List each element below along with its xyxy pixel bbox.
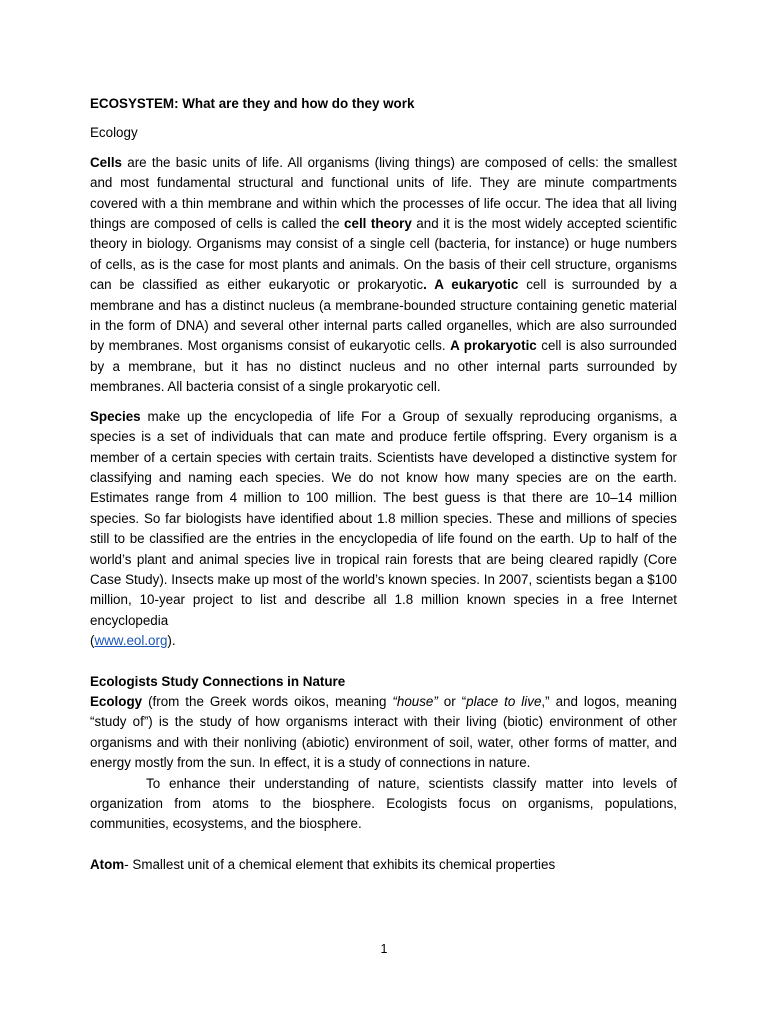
eol-link[interactable]: www.eol.org — [94, 633, 168, 649]
page-content — [90, 94, 677, 875]
cells-text-4: cell is also surrounded by a membrane, but it has no distinct nucleus and no other internal parts surrounded by membranes. All bacteria consist of a single prokaryotic cell. — [90, 338, 677, 395]
species-text: make up the encyclopedia of life For a Group of sexually reproducing organisms, a species is a set of individuals that can mate and produce fertile offspring. Every organism is a member of a certain species with certain traits. Scientists have developed a distinctive system for classifying and naming each species. We do not know how many species are on the earth. Estimates range from 4 million to 100 million. The best guess is that there are 10–14 million species. So far biologists have identified about 1.8 million species. These and millions of species still to be classified are the entries in the encyclopedia of life found on the earth. Up to half of the world’s plant and animal species live in tropical rain forests that are being cleared rapidly (Core Case Study). Insects make up most of the world’s known species. In 2007, scientists began a $100 million, 10-year project to list and describe all 1.8 million known species in a free Internet encyclopedia — [90, 408, 677, 628]
term-cell-theory: cell theory — [344, 216, 412, 232]
section-subtitle: Ecology — [90, 125, 138, 141]
term-prokaryotic: A prokaryotic — [450, 338, 537, 354]
ecology-text-3: ,” and logos, meaning “study of”) is the study of how organisms interact with their living (biotic) environment of other organisms and with their nonliving (abiotic) environment of soil, water, other forms of matter, and energy mostly from the sun. In effect, it is a study of connections in nature. — [90, 693, 677, 771]
page-number: 1 — [380, 942, 388, 956]
ecology-text-2: or “ — [437, 693, 467, 709]
cells-text-3: cell is surrounded by a membrane and has a distinct nucleus (a membrane-bounded structure containing genetic material in the form of DNA) and several other internal parts called organelles, which are also surrounded by membranes. Most organisms consist of eukaryotic cells. — [90, 277, 677, 354]
term-eukaryotic: . A eukaryotic — [423, 277, 519, 293]
ecology-text-1: (from the Greek words oikos, meaning — [142, 693, 393, 709]
link-open-paren: ( — [90, 633, 95, 649]
cells-text-1: are the basic units of life. All organisms (living things) are composed of cells: the smallest and most fundamental structural and functional units of life. They are minute compartments covered with a thin membrane and within which the processes of life occur. The idea that all living things are composed of cells is called the — [90, 154, 677, 232]
term-cells: Cells — [90, 154, 123, 170]
term-house: “house” — [392, 693, 438, 709]
species-paragraph — [90, 407, 677, 652]
ecology-paragraph — [90, 692, 677, 774]
term-place-to-live: place to live — [466, 693, 542, 709]
atom-text: - Smallest unit of a chemical element that exhibits its chemical properties — [124, 856, 556, 872]
term-atom: Atom — [90, 856, 125, 872]
term-ecology: Ecology — [90, 693, 143, 709]
enhance-paragraph: To enhance their understanding of nature, scientists classify matter into levels of organization from atoms to the biosphere. Ecologists focus on organisms, populations, communities, ecosystems, and the biosphere. — [90, 775, 677, 832]
cells-paragraph — [90, 153, 677, 398]
cells-text-2: and it is the most widely accepted scientific theory in biology. Organisms may consist of a single cell (bacteria, for instance) or huge numbers of cells, as is the case for most plants and animals. On the basis of their cell structure, organisms can be classified as either eukaryotic or prokaryotic — [90, 216, 678, 293]
ecologists-heading: Ecologists Study Connections in Nature — [90, 673, 346, 689]
link-close-paren: ). — [167, 633, 176, 649]
term-species: Species — [90, 408, 141, 424]
document-title: ECOSYSTEM: What are they and how do they work — [90, 96, 415, 111]
atom-paragraph — [90, 855, 677, 875]
